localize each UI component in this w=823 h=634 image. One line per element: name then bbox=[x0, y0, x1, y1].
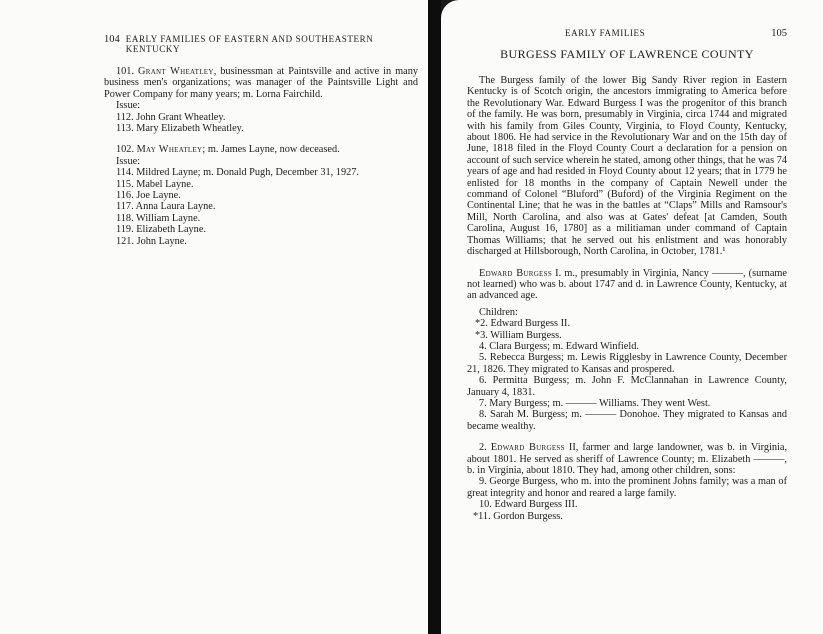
issue-label-2: Issue: bbox=[116, 155, 141, 167]
intro-paragraph: The Burgess family of the lower Big Sandy River region in Eastern Kentucky is of Scotch origin, the ancestors immigrating to America before the Revolutionary War. Edward Burgess I was the progenitor of this branch of the family. He was born, presumably in Virginia, circa 1744 and migrated with his family from Giles County, Virginia, to Floyd County, Kentucky, about 1806. He had service in the Revolutionary War and on the 15th day of June, 1818 filed in the Floyd County Court a declaration for a pension on account of such service wherein he stated, among other things, that he was 74 years of age and had resided in Floyd County about 12 years; that in 1779 he enlisted for 18 months in the company of Captain Newell under the command of Colonel “Bluford” (Buford) of the Virginia Regiment on the Continental Line; that he was in the battles at “Claps” Mills and Ramsour's Mill, North Carolina, and also was at Gates' defeat [at Camden, South Carolina, August 16, 1780] as a militiaman under command of Captain Thomas Williams; that he served out his enlistment and was honorably discharged at Hillsborough, North Carolina, in October, 1781.¹ bbox=[467, 75, 787, 258]
section-title: BURGESS FAMILY OF LAWRENCE COUNTY bbox=[500, 47, 754, 61]
children-label: Children: bbox=[479, 306, 518, 318]
issue-item: 118. William Layne. bbox=[116, 212, 201, 224]
son-item: 9. George Burgess, who m. into the prominent Johns family; was a man of great integrity and honor and reared a large family. bbox=[467, 476, 787, 499]
issue-item: 117. Anna Laura Layne. bbox=[116, 201, 216, 213]
son-item: 10. Edward Burgess III. bbox=[479, 499, 578, 511]
child-item: 4. Clara Burgess; m. Edward Winfield. bbox=[479, 340, 639, 352]
child-item: *2. Edward Burgess II. bbox=[475, 318, 571, 330]
edward-ii-prefix: 2. bbox=[479, 442, 491, 454]
entry-102-name: May Wheatley bbox=[136, 144, 203, 156]
right-page-number: 105 bbox=[771, 28, 787, 39]
entry-101-text: , businessman at Paintsville and active in many business men's organizations; was manager of the Paintsville Light and Power Company for many years; m. Lorna Fairchild. bbox=[104, 66, 418, 100]
right-running-head bbox=[467, 28, 787, 39]
issue-item: 113. Mary Elizabeth Wheatley. bbox=[116, 123, 244, 135]
book-gutter bbox=[428, 0, 441, 634]
issue-label-1: Issue: bbox=[116, 100, 141, 112]
entry-102-text: ; m. James Layne, now deceased. bbox=[202, 144, 340, 156]
issue-item: 121. John Layne. bbox=[116, 235, 187, 247]
left-page-number: 104 bbox=[104, 34, 120, 45]
issue-item: 112. John Grant Wheatley. bbox=[116, 111, 226, 123]
child-item: 7. Mary Burgess; m. ——— Williams. They went West. bbox=[479, 397, 711, 409]
entry-101: 101. Grant Wheatley, businessman at Paintsville and active in many business men's organizations; was manager of the Paintsville Light and Power Company for many years; m. Lorna Fairchild. bbox=[104, 66, 418, 100]
son-item: *11. Gordon Burgess. bbox=[473, 510, 563, 522]
edward-i-entry bbox=[467, 268, 787, 302]
edward-ii-name: Edward Burgess bbox=[490, 442, 565, 454]
right-running-head-title: EARLY FAMILIES bbox=[565, 28, 646, 38]
child-item: 8. Sarah M. Burgess; m. ——— Donohoe. They migrated to Kansas and became wealthy. bbox=[467, 409, 787, 432]
child-item: 6. Permitta Burgess; m. John F. McClannahan in Lawrence County, January 4, 1831. bbox=[467, 375, 787, 398]
child-item: *3. William Burgess. bbox=[475, 329, 562, 341]
edward-i-name: Edward Burgess bbox=[479, 267, 553, 279]
left-running-head-title: EARLY FAMILIES OF EASTERN AND SOUTHEASTERN KENTUCKY bbox=[125, 34, 374, 54]
left-running-head bbox=[104, 34, 418, 54]
edward-ii-text: II, farmer and large landowner, was b. in Virginia, about 1801. He served as sheriff of Lawrence County; m. Elizabeth ———, b. in Virginia, about 1810. They had, among other children, sons: bbox=[467, 442, 788, 476]
issue-item: 119. Elizabeth Layne. bbox=[116, 224, 206, 236]
edward-i-text: I. m., presumably in Virginia, Nancy ———, (surname not learned) who was b. about 1747 and d. in Lawrence County, Kentucky, at an advanced age. bbox=[467, 267, 787, 302]
edward-ii-entry bbox=[467, 442, 787, 476]
right-page bbox=[441, 0, 823, 634]
entry-101-name: Grant Wheatley bbox=[138, 66, 214, 77]
issue-item: 114. Mildred Layne; m. Donald Pugh, December 31, 1927. bbox=[116, 167, 359, 179]
issue-item: 116. Joe Layne. bbox=[116, 190, 181, 202]
child-item: 5. Rebecca Burgess; m. Lewis Rigglesby in Lawrence County, December 21, 1826. They migrated to Kansas and prospered. bbox=[467, 352, 787, 375]
entry-102: 102. May Wheatley; m. James Layne, now deceased. bbox=[116, 144, 340, 156]
issue-item: 115. Mabel Layne. bbox=[116, 178, 194, 190]
